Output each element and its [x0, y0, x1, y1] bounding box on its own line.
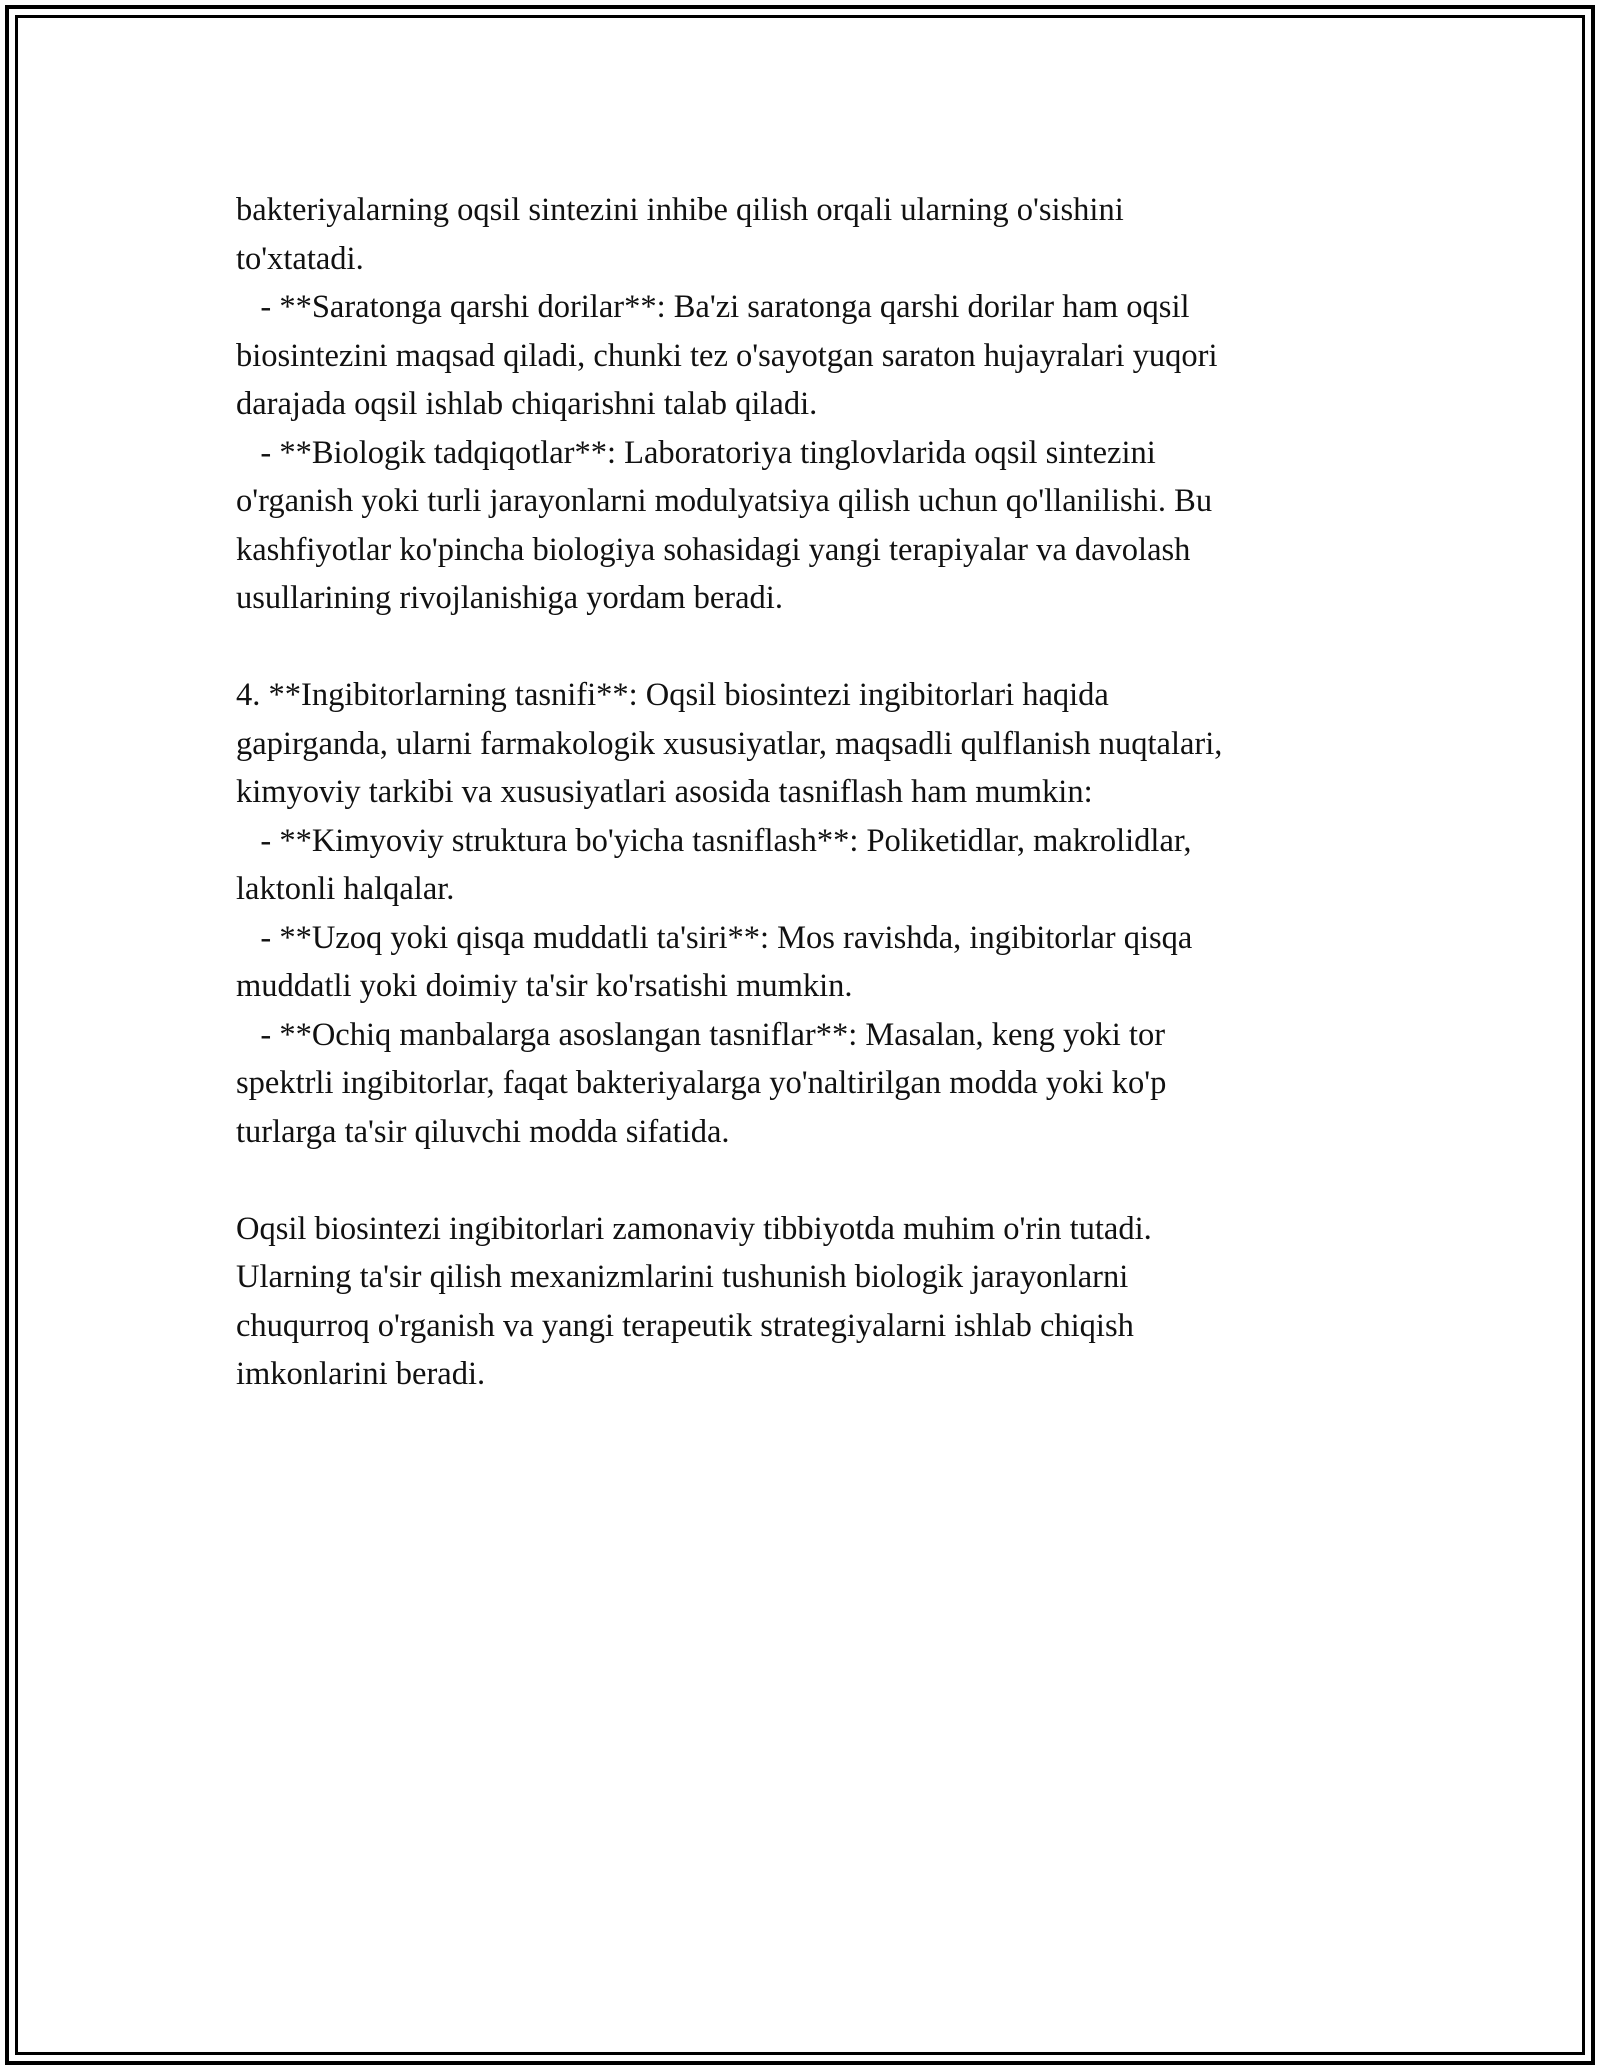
- text-line: darajada oqsil ishlab chiqarishni talab qiladi.: [236, 386, 818, 422]
- text-line: to'xtatadi.: [236, 240, 364, 277]
- text-line: Oqsil biosintezi ingibitorlari zamonaviy tibbiyotda muhim o'rin tutadi.: [236, 1210, 1152, 1247]
- text-line: imkonlarini beradi.: [236, 1356, 486, 1392]
- text-line: turlarga ta'sir qiluvchi modda sifatida.: [236, 1113, 730, 1150]
- paragraph-gap: [236, 623, 1416, 672]
- text-line: kimyoviy tarkibi va xususiyatlari asosida tasniflash ham mumkin:: [236, 774, 1093, 810]
- text-line: - **Uzoq yoki qisqa muddatli ta'siri**: Mos ravishda, ingibitorlar qisqa: [236, 919, 1193, 956]
- text-line: Ularning ta'sir qilish mexanizmlarini tushunish biologik jarayonlarni: [236, 1259, 1129, 1295]
- text-line: - **Kimyoviy struktura bo'yicha tasniflash**: Poliketidlar, makrolidlar,: [236, 822, 1192, 859]
- document-body: [236, 186, 1416, 1399]
- text-line: o'rganish yoki turli jarayonlarni modulyatsiya qilish uchun qo'llanilishi. Bu: [236, 483, 1213, 519]
- text-line: 4. **Ingibitorlarning tasnifi**: Oqsil biosintezi ingibitorlari haqida: [236, 677, 1109, 713]
- text-line: - **Saratonga qarshi dorilar**: Ba'zi saratonga qarshi dorilar ham oqsil: [236, 289, 1190, 325]
- text-line: muddatli yoki doimiy ta'sir ko'rsatishi mumkin.: [236, 968, 853, 1004]
- text-line: bakteriyalarning oqsil sintezini inhibe qilish orqali ularning o'sishini: [236, 192, 1124, 228]
- text-line: spektrli ingibitorlar, faqat bakteriyalarga yo'naltirilgan modda yoki ko'p: [236, 1065, 1167, 1101]
- text-line: gapirganda, ularni farmakologik xususiyatlar, maqsadli qulflanish nuqtalari,: [236, 725, 1223, 762]
- text-line: - **Ochiq manbalarga asoslangan tasniflar**: Masalan, keng yoki tor: [236, 1016, 1166, 1053]
- paragraph-gap: [236, 1156, 1416, 1205]
- text-line: biosintezini maqsad qiladi, chunki tez o'sayotgan saraton hujayralari yuqori: [236, 337, 1218, 374]
- text-line: usullarining rivojlanishiga yordam beradi.: [236, 580, 783, 616]
- text-line: - **Biologik tadqiqotlar**: Laboratoriya tinglovlarida oqsil sintezini: [236, 434, 1156, 471]
- text-line: kashfiyotlar ko'pincha biologiya sohasidagi yangi terapiyalar va davolash: [236, 531, 1191, 568]
- text-line: laktonli halqalar.: [236, 871, 455, 907]
- text-line: chuqurroq o'rganish va yangi terapeutik strategiyalarni ishlab chiqish: [236, 1307, 1134, 1344]
